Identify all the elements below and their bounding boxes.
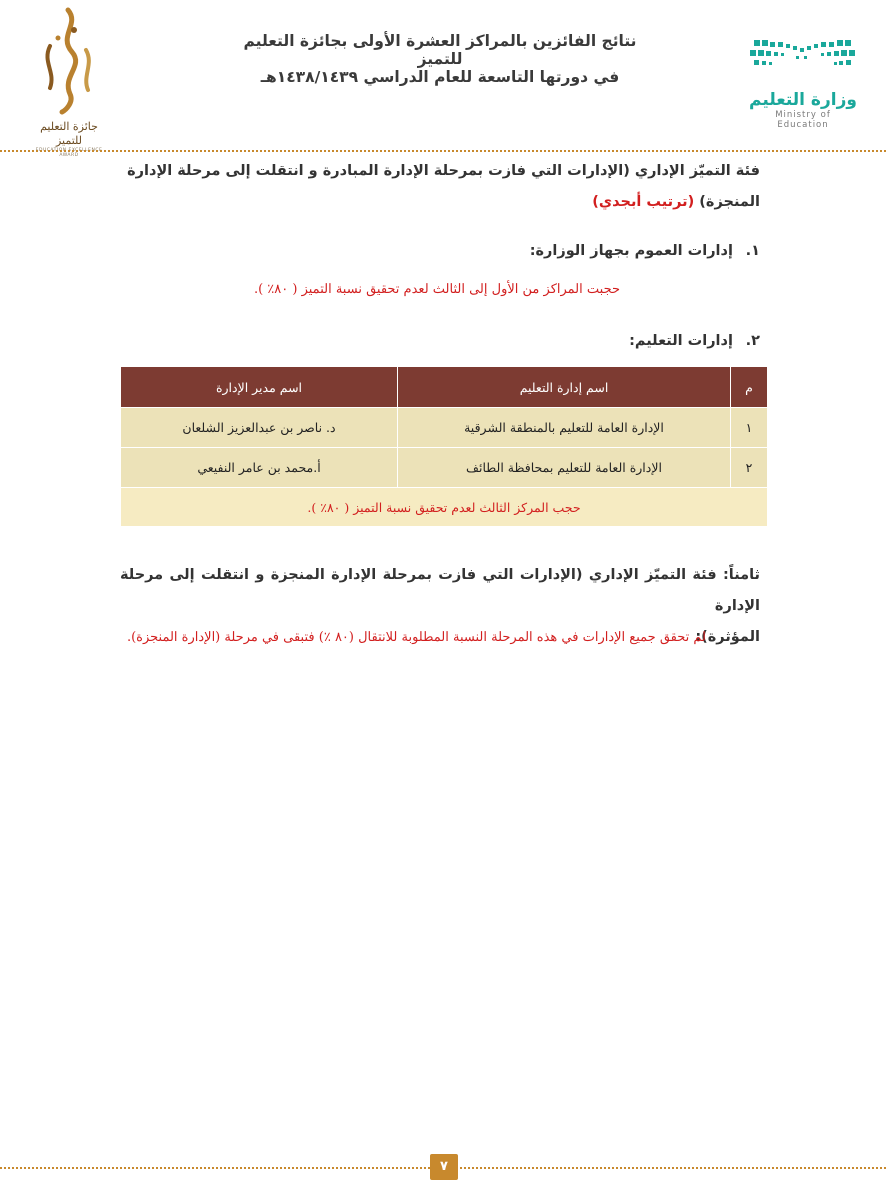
section-eight-intro-line1 <box>120 560 760 622</box>
winners-table <box>120 366 768 527</box>
section-seven-intro-line2 <box>120 187 760 218</box>
ministry-name-en: Ministry of Education <box>775 110 831 130</box>
table-row <box>121 448 768 488</box>
page-number: ٧ <box>430 1154 458 1180</box>
page-subtitle: في دورتها التاسعة للعام الدراسي ١٤٣٨/١٤٣٩هـ <box>260 68 620 86</box>
alphabetical-order-label: (ترتيب أبجدي) <box>592 194 695 210</box>
award-calligraphy-icon <box>28 6 110 116</box>
list-item-number: ٢. <box>745 333 760 349</box>
cell-index: ٢ <box>731 448 768 488</box>
item1-withheld-note: حجبت المراكز من الأول إلى الثالث لعدم تحقيق نسبة التميز ( ٨٠٪ ). <box>253 282 620 297</box>
list-item-title: إدارات التعليم: <box>629 333 733 349</box>
ministry-logo <box>748 38 858 130</box>
section-eight-label: ثامناً: <box>722 567 760 583</box>
table-header-row <box>121 367 768 408</box>
table-note-row <box>121 488 768 527</box>
column-header-index: م <box>731 367 768 408</box>
cell-department: الإدارة العامة للتعليم بالمنطقة الشرقية <box>398 408 731 448</box>
cell-director: د. ناصر بن عبدالعزيز الشلعان <box>121 408 398 448</box>
list-item-general-departments <box>120 236 760 267</box>
column-header-department: اسم إدارة التعليم <box>398 367 731 408</box>
section-seven-intro-prefix: المنجزة) <box>699 194 760 210</box>
table-withheld-note: حجب المركز الثالث لعدم تحقيق نسبة التميز ( ٨٠٪ ). <box>121 488 768 527</box>
list-item-number: ١. <box>745 243 760 259</box>
cell-director: أ.محمد بن عامر النفيعي <box>121 448 398 488</box>
column-header-director: اسم مدير الإدارة <box>121 367 398 408</box>
table-row <box>121 408 768 448</box>
header-divider <box>0 150 886 152</box>
section-seven-intro <box>120 156 760 218</box>
ministry-logo-dots-icon <box>748 38 858 84</box>
award-name-en: EDUCATION EXCELLENCE AWARD <box>35 148 103 158</box>
section-eight-note: لم تحقق جميع الإدارات في هذه المرحلة النسبة المطلوبة للانتقال (٨٠ ٪) فتبقى في مرحلة (الإدارة المنجزة). <box>126 630 706 645</box>
award-logo <box>28 6 110 158</box>
section-eight-intro-line2: المؤثرة): <box>695 629 760 645</box>
section-seven-intro-line1: فئة التميّز الإداري (الإدارات التي فازت بمرحلة الإدارة المبادرة و انتقلت إلى مرحلة الإدارة <box>127 163 760 179</box>
award-name-ar: جائزة التعليم للتميز <box>40 120 98 147</box>
cell-index: ١ <box>731 408 768 448</box>
cell-department: الإدارة العامة للتعليم بمحافظة الطائف <box>398 448 731 488</box>
page-title: نتائج الفائزين بالمراكز العشرة الأولى بجائزة التعليم للتميز <box>243 32 637 68</box>
list-item-education-departments <box>120 326 760 357</box>
list-item-title: إدارات العموم بجهاز الوزارة: <box>529 243 733 259</box>
ministry-name-ar: وزارة التعليم <box>749 90 857 110</box>
section-eight-text: فئة التميّز الإداري (الإدارات التي فازت بمرحلة الإدارة المنجزة و انتقلت إلى مرحلة الإدارة <box>120 567 760 614</box>
